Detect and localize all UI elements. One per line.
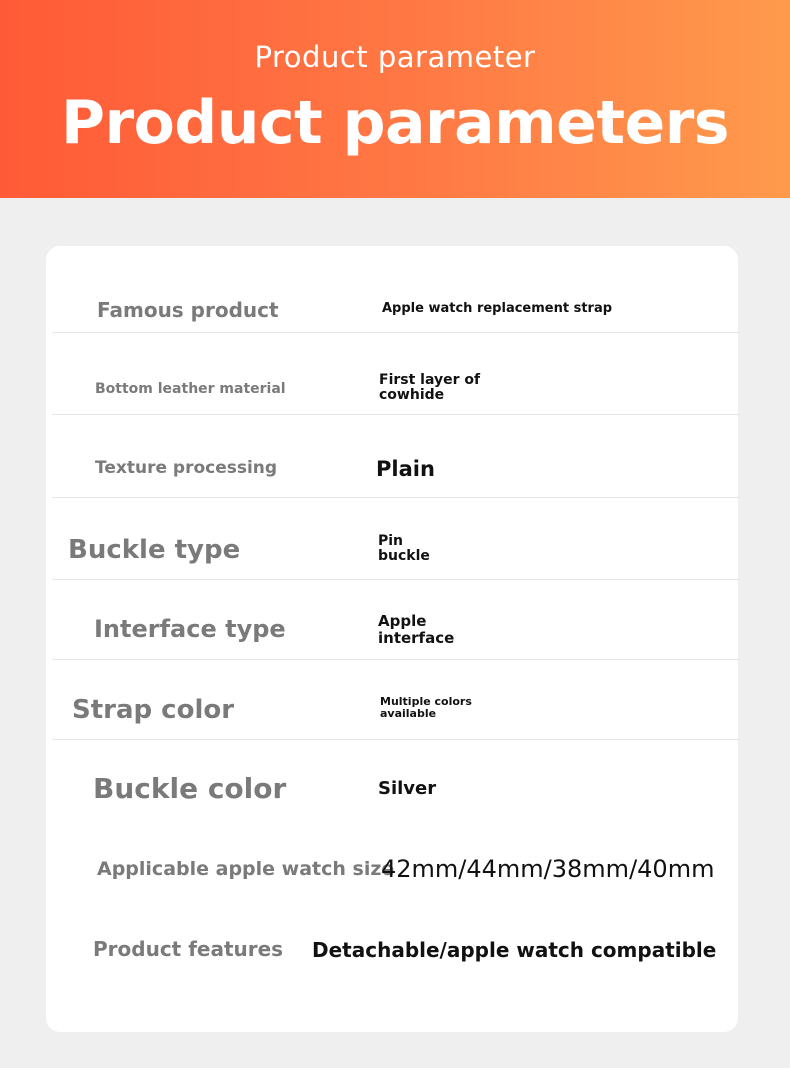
value-line: available: [380, 707, 437, 721]
param-value-applicable-size: 42mm/44mm/38mm/40mm: [381, 855, 715, 883]
param-label-applicable-size: Applicable apple watch size: [97, 858, 395, 880]
param-label-interface-type: Interface type: [94, 615, 286, 643]
value-line: First layer of: [379, 372, 481, 388]
param-value-buckle-type: [378, 534, 430, 565]
row-divider: [52, 497, 740, 498]
value-line: Pin: [378, 533, 404, 549]
param-value-product-features: Detachable/apple watch compatible: [312, 938, 717, 962]
value-line: interface: [378, 628, 455, 647]
row-divider: [52, 414, 740, 415]
param-label-buckle-type: Buckle type: [68, 535, 241, 565]
header-subtitle: Product parameter: [254, 40, 536, 74]
value-line: Multiple colors: [380, 695, 472, 708]
param-value-strap-color: [380, 696, 472, 720]
row-divider: [52, 332, 740, 333]
param-value-texture-processing: Plain: [376, 457, 435, 481]
param-label-texture-processing: Texture processing: [95, 458, 278, 478]
value-line: Apple: [378, 612, 427, 630]
param-value-buckle-color: Silver: [378, 778, 437, 799]
row-divider: [52, 739, 740, 740]
param-value-interface-type: [378, 613, 454, 646]
value-line: buckle: [378, 548, 430, 565]
param-label-bottom-leather-material: Bottom leather material: [95, 381, 286, 397]
param-label-strap-color: Strap color: [72, 695, 235, 725]
param-value-famous-product: Apple watch replacement strap: [382, 301, 613, 316]
param-label-product-features: Product features: [93, 937, 284, 961]
param-label-buckle-color: Buckle color: [93, 772, 287, 805]
param-value-bottom-leather-material: [379, 373, 480, 404]
row-divider: [52, 579, 740, 580]
header-title: Product parameters: [61, 88, 729, 158]
param-label-famous-product: Famous product: [97, 298, 279, 322]
value-line: cowhide: [379, 387, 445, 404]
header-banner: [0, 0, 790, 198]
row-divider: [52, 659, 740, 660]
